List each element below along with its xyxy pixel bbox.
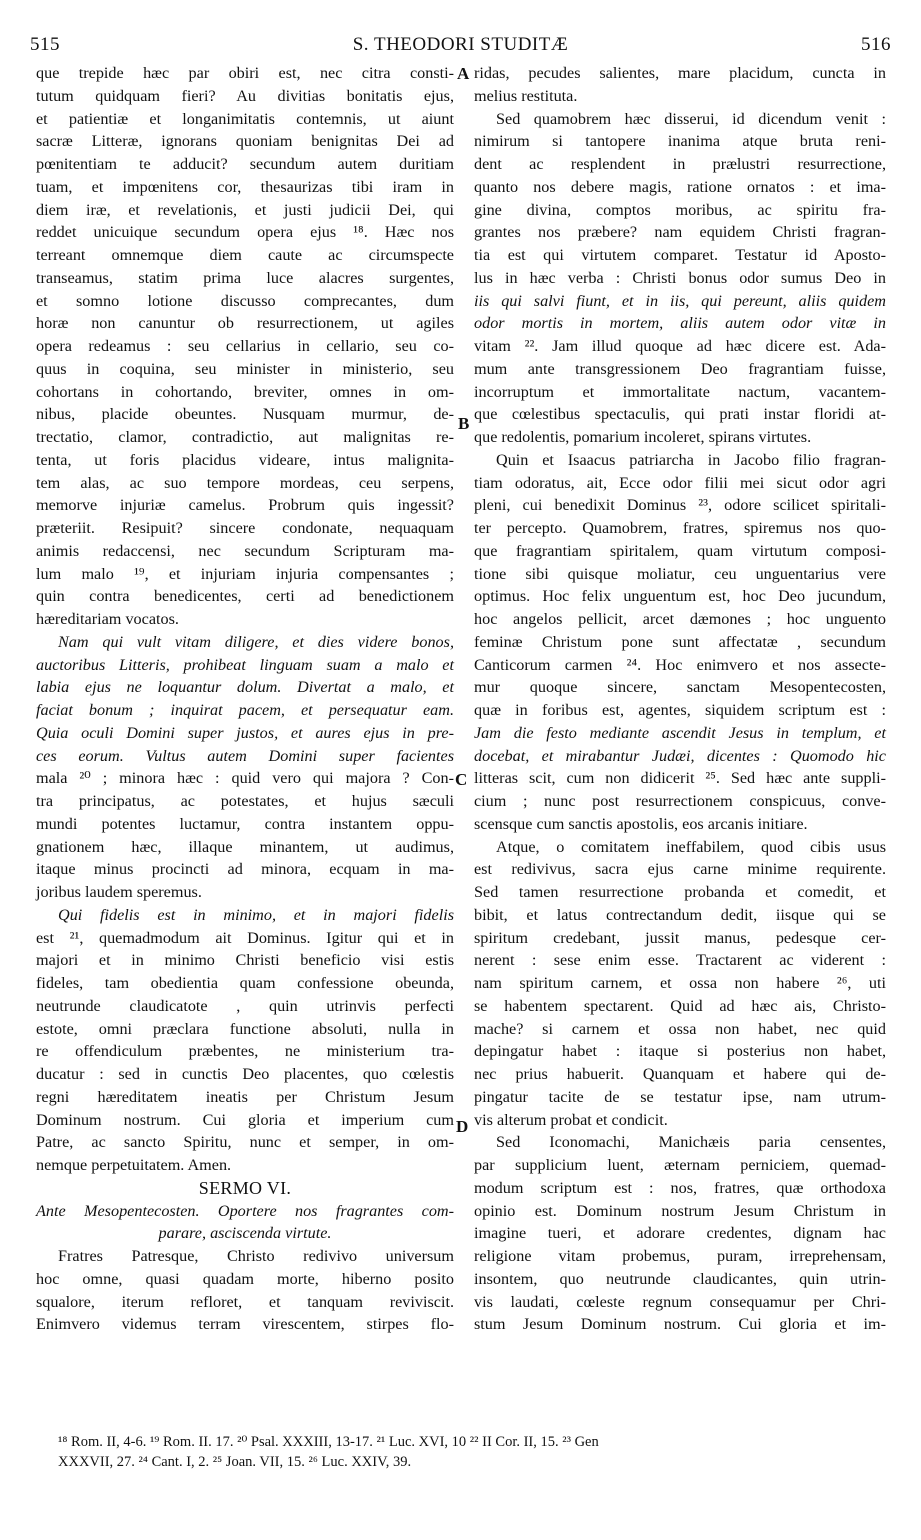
left-column-text-line: tem alas, ac suo tempore mordeas, ceu serpens, <box>36 473 454 492</box>
right-column-text-line: mache? si carnem et ossa non habet, nec quid <box>474 1019 886 1038</box>
left-column-text-line: animis redaccensi, nec secundum Scripturam ma- <box>36 541 454 560</box>
left-column-text-line: et somno lotione discusso comprecantes, dum <box>36 291 454 310</box>
right-column-text-line: ridas, pecudes salientes, mare placidum, cuncta in <box>474 64 886 82</box>
left-column-text-line: memorve injuriæ camelus. Probrum quis ingessit? <box>36 496 454 515</box>
right-column-text-line: quæ in foribus est, agentes, siquidem scriptum est : <box>474 701 886 719</box>
left-column-text-line: quus in coquina, seu minister in ministerio, seu <box>36 359 454 378</box>
right-column-text-line: opinio est. Dominum nostrum Jesum Christum in <box>474 1201 886 1220</box>
left-column-text-line: mala ²⁰ ; minora hæc : quid vero qui majora ? Con- <box>36 769 454 788</box>
left-column-text-line: hoc omne, quasi quadam morte, hiberno posito <box>36 1269 454 1288</box>
right-column-text-line: cium ; nunc post resurrectionem conspicuus, conve- <box>474 792 886 810</box>
right-column-text-line: spiritum credebant, jussit manus, pedesque cer- <box>474 928 886 947</box>
right-text-column <box>474 62 886 1336</box>
right-column-text-line: vis laudati, cœleste regnum consequamur per Chri- <box>474 1292 886 1311</box>
right-column-text-line: pleni, cui benedixit Dominus ²³, odore scilicet spiritali- <box>474 496 886 515</box>
left-column-text-line: Fratres Patresque, Christo redivivo universum <box>58 1247 454 1265</box>
left-column-text-line: regni hæreditatem ineatis per Christum Jesum <box>36 1087 454 1106</box>
right-column-text-line: depingatur habet : itaque si posterius non habet, <box>474 1042 886 1061</box>
right-column-text-line: optimus. Hoc felix unguentum est, hoc Deo jucundum, <box>474 587 886 606</box>
right-column-text-line: odor mortis in mortem, aliis autem odor vitæ in <box>474 314 886 333</box>
left-column-text-line: Dominum nostrum. Cui gloria et imperium cum <box>36 1110 454 1129</box>
right-column-text-line: grantes nos præbere? nam equidem Christi fragran- <box>474 223 886 242</box>
left-text-column <box>36 62 454 1336</box>
left-column-text-line: faciat bonum ; inquirat pacem, et persequatur eam. <box>36 701 454 719</box>
right-column-text-line: mum ante transgressionem Deo fragrantiam fuisse, <box>474 359 886 378</box>
right-column-text-line: gine divina, comptos moribus, ac spiritu fra- <box>474 200 886 219</box>
left-column-text-line: horæ non canuntur ob resurrectionem, ut agiles <box>36 314 454 333</box>
right-column-text-line: docebat, et mirabantur Judæi, dicentes : Quomodo hic <box>474 746 886 765</box>
right-column-text-line: Sed quamobrem hæc disserui, id dicendum venit : <box>496 109 886 128</box>
left-column-text-line: joribus laudem speremus. <box>36 883 202 901</box>
left-column-text-line: sacræ Litteræ, ignorans quoniam benignitas Dei ad <box>36 132 454 151</box>
right-column-text-line: que redolentis, pomarium incoleret, spirans virtutes. <box>474 428 812 446</box>
right-column-text-line: Sed Iconomachi, Manichæis paria censentes, <box>496 1133 886 1152</box>
right-column-text-line: feminæ Christum pone sunt affectatæ , secundum <box>474 632 886 651</box>
footnote-line: XXXVII, 27. ²⁴ Cant. I, 2. ²⁵ Joan. VII, 15. ²⁶ Luc. XXIV, 39. <box>58 1454 412 1470</box>
right-column-text-line: hoc angelos pellicit, arcet dæmones ; hoc unguento <box>474 610 886 628</box>
left-column-text-line: gnationem hæc, illaque minantem, ut audimus, <box>36 837 454 856</box>
left-column-text-line: Quia oculi Domini super justos, et aures ejus in pre- <box>36 723 454 742</box>
right-column-text-line: religione vitam probemus, puram, irreprehensam, <box>474 1247 886 1265</box>
footnotes <box>58 1432 888 1472</box>
left-column-text-line: et patientiæ et longanimitatis contemnis, ut aiunt <box>36 109 454 128</box>
left-column-text-line: tuam, et impœnitens cor, thesaurizas tibi iram in <box>36 177 454 196</box>
right-column-text-line: Canticorum carmen ²⁴. Hoc enimvero et nos assecte- <box>474 655 886 674</box>
left-column-text-line: itaque minus procincti ad minora, ecquam in ma- <box>36 860 454 879</box>
right-column-text-line: nec prius habuerit. Quanquam et habere qui de- <box>474 1065 886 1083</box>
left-column-text-line: tenta, ut foris placidus videare, intus malignita- <box>36 450 454 469</box>
right-column-text-line: nerent : sese enim esse. Tractarent ac viderent : <box>474 951 886 970</box>
right-column-text-line: Quin et Isaacus patriarcha in Jacobo filio fragran- <box>496 450 886 469</box>
margin-letter-b: B <box>458 414 470 433</box>
page-number-right: 516 <box>861 34 891 55</box>
right-column-text-line: imagine tueri, et adorare credentes, dignam hac <box>474 1224 886 1243</box>
left-column-text-line: nemque perpetuitatem. Amen. <box>36 1156 232 1174</box>
right-column-text-line: iis qui salvi fiunt, et in iis, qui pereunt, aliis quidem <box>474 291 886 310</box>
left-column-text-line: que trepide hæc par obiri est, nec citra consti- <box>36 64 454 82</box>
right-column-text-line: vis alterum probat et condicit. <box>474 1110 668 1129</box>
left-column-text-line: transeamus, statim prima luce alacres surgentes, <box>36 268 454 287</box>
left-column-text-line: squalore, iterum refloret, et tanquam reviviscit. <box>36 1292 454 1311</box>
right-column-text-line: tiam odoratus, ait, Ecce odor filii mei sicut odor agri <box>474 473 886 492</box>
right-column-text-line: insontem, quo neutrunde claudicantes, quin utrin- <box>474 1269 886 1288</box>
left-column-text-line: Enimvero videmus terram virescentem, stirpes flo- <box>36 1315 454 1334</box>
left-column-text-line: labia ejus ne loquantur dolum. Divertat a malo, et <box>36 678 454 697</box>
left-column-text-line: fideles, tam obedientia quam confessione obeunda, <box>36 974 454 992</box>
right-column-text-line: litteras scit, cum non didicerit ²⁵. Sed hæc ante suppli- <box>474 769 886 788</box>
left-column-text-line: trectatio, clamor, contradictio, aut malignitas re- <box>36 428 454 446</box>
left-column-text-line: præteriit. Resipuit? sincere condonate, nequaquam <box>36 519 454 537</box>
running-title: S. THEODORI STUDITÆ <box>352 34 569 55</box>
left-column-text-line: mundi potentes luctamur, contra instantem oppu- <box>36 814 454 833</box>
right-column-text-line: par supplicium luent, æternam perniciem, quemad- <box>474 1156 886 1174</box>
left-column-text-line: estote, omni præclara functione absoluti, nulla in <box>36 1019 454 1038</box>
right-column-text-line: dent ac resplendent in prælustri resurrectione, <box>474 155 886 173</box>
page-number-left: 515 <box>30 34 60 55</box>
margin-letter-d: D <box>456 1117 469 1136</box>
margin-letter-a: A <box>457 64 470 83</box>
right-column-text-line: melius restituta. <box>474 86 578 105</box>
right-column-text-line: nam spiritum carnem, et ossa non habere ²⁶, uti <box>474 974 886 992</box>
left-column-text-line: terreant omnemque diem caute ac circumspecte <box>36 246 454 264</box>
left-column-text-line: reddet unicuique secundum opera ejus ¹⁸. Hæc nos <box>36 223 454 242</box>
left-column-text-line: Ante Mesopentecosten. Oportere nos fragrantes com- <box>36 1201 454 1220</box>
right-column-text-line: lus in hæc verba : Christi bonus odor sumus Deo in <box>474 268 886 287</box>
footnote-line: ¹⁸ Rom. II, 4-6. ¹⁹ Rom. II. 17. ²⁰ Psal. XXXIII, 13-17. ²¹ Luc. XVI, 10 ²² II Cor. II, 15. ²³ Gen <box>58 1434 599 1450</box>
left-column-text-line: ces eorum. Vultus autem Domini super facientes <box>36 746 454 765</box>
left-column-text-line: re offendiculum præbentes, ne ministerium tra- <box>36 1042 454 1061</box>
right-column-text-line: Atque, o comitatem ineffabilem, quod cibis usus <box>496 837 886 856</box>
right-column-text-line: vitam ²². Jam illud quoque ad hæc dicere est. Ada- <box>474 337 886 355</box>
left-column-text-line: neutrunde claudicatote , quin utrinvis perfecti <box>36 996 454 1015</box>
right-column-text-line: modum scriptum est : nos, fratres, quæ orthodoxa <box>474 1178 886 1197</box>
left-column-text-line: nibus, placide obeuntes. Nusquam murmur, de- <box>36 405 454 424</box>
left-column-text-line: est ²¹, quemadmodum ait Dominus. Igitur qui et in <box>36 928 454 947</box>
left-column-text-line: lum malo ¹⁹, et injuriam injuria compensantes ; <box>36 564 454 583</box>
right-column-text-line: scensque cum sanctis apostolis, eos arcanis initiare. <box>474 814 808 833</box>
right-column-text-line: stum Jesum Dominum nostrum. Cui gloria et im- <box>474 1315 886 1334</box>
right-column-text-line: pingatur tacite de se testatur ipse, nam utrum- <box>474 1087 886 1106</box>
margin-letter-c: C <box>455 770 468 789</box>
left-column-text-line: Nam qui vult vitam diligere, et dies videre bonos, <box>58 632 454 651</box>
left-column-text-line: tra principatus, ac potestates, et hujus sæculi <box>36 792 454 810</box>
left-column-text-line: Qui fidelis est in minimo, et in majori fidelis <box>58 905 454 924</box>
left-column-text-line: hæreditariam vocatos. <box>36 610 179 628</box>
left-column-text-line: diem iræ, et revelationis, et justi judicii Dei, qui <box>36 200 454 219</box>
right-column-text-line: nimirum si tantopere inanima atque bruta reni- <box>474 132 886 151</box>
right-column-text-line: que fragrantiam spiritalem, quam virtutum composi- <box>474 541 886 560</box>
left-column-text-line: Patre, ac sancto Spiritu, nunc et semper, in om- <box>36 1133 454 1152</box>
left-column-text-line: pœnitentiam te adducit? secundum autem duritiam <box>36 155 454 173</box>
left-column-text-line: tutum quidquam fieri? Au divitias bonitatis ejus, <box>36 86 454 105</box>
left-column-text-line: quin contra benedicentes, certi ad benedictionem <box>36 587 454 606</box>
right-column-text-line: Sed tamen resurrectione probanda et comedit, et <box>474 883 886 901</box>
left-column-text-line: majori et in minimo Christi beneficio visi estis <box>36 951 454 970</box>
left-column-text-line: parare, asciscenda virtute. <box>158 1224 332 1243</box>
right-column-text-line: bibit, et latus contrectandum dedit, iisque qui se <box>474 905 886 924</box>
right-column-text-line: est redivivus, sacra ejus carne minime requirente. <box>474 860 886 879</box>
right-column-text-line: tione sibi quisque moliatur, ceu unguentarius vere <box>474 564 886 583</box>
right-column-text-line: se habentem spectarent. Quid ad hæc ais, Christo- <box>474 996 886 1015</box>
right-column-text-line: tia est qui virtutem comparet. Testatur id Aposto- <box>474 246 886 264</box>
right-column-text-line: quanto nos debere magis, ratione ornatos : et ima- <box>474 177 886 196</box>
left-column-text-line: auctoribus Litteris, prohibeat linguam suam a malo et <box>36 655 454 674</box>
right-column-text-line: ter percepto. Quamobrem, fratres, spiremus nos quo- <box>474 519 886 537</box>
right-column-text-line: incorruptum et immortalitate nactum, vacantem- <box>474 382 886 401</box>
left-column-text-line: ducatur : sed in cunctis Deo placentes, quo cœlestis <box>36 1065 454 1083</box>
right-column-text-line: mur quoque sincere, sanctam Mesopentecosten, <box>474 678 886 697</box>
left-column-text-line: cohortans in cohortando, breviter, omnes in om- <box>36 382 454 401</box>
right-column-text-line: Jam die festo mediante ascendit Jesus in templum, et <box>474 723 886 742</box>
right-column-text-line: que cœlestibus spectaculis, qui prati instar floridi at- <box>474 405 886 424</box>
left-column-text-line: opera redeamus : seu cellarius in cellario, seu co- <box>36 337 454 355</box>
left-column-text-line: SERMO VI. <box>198 1177 292 1198</box>
